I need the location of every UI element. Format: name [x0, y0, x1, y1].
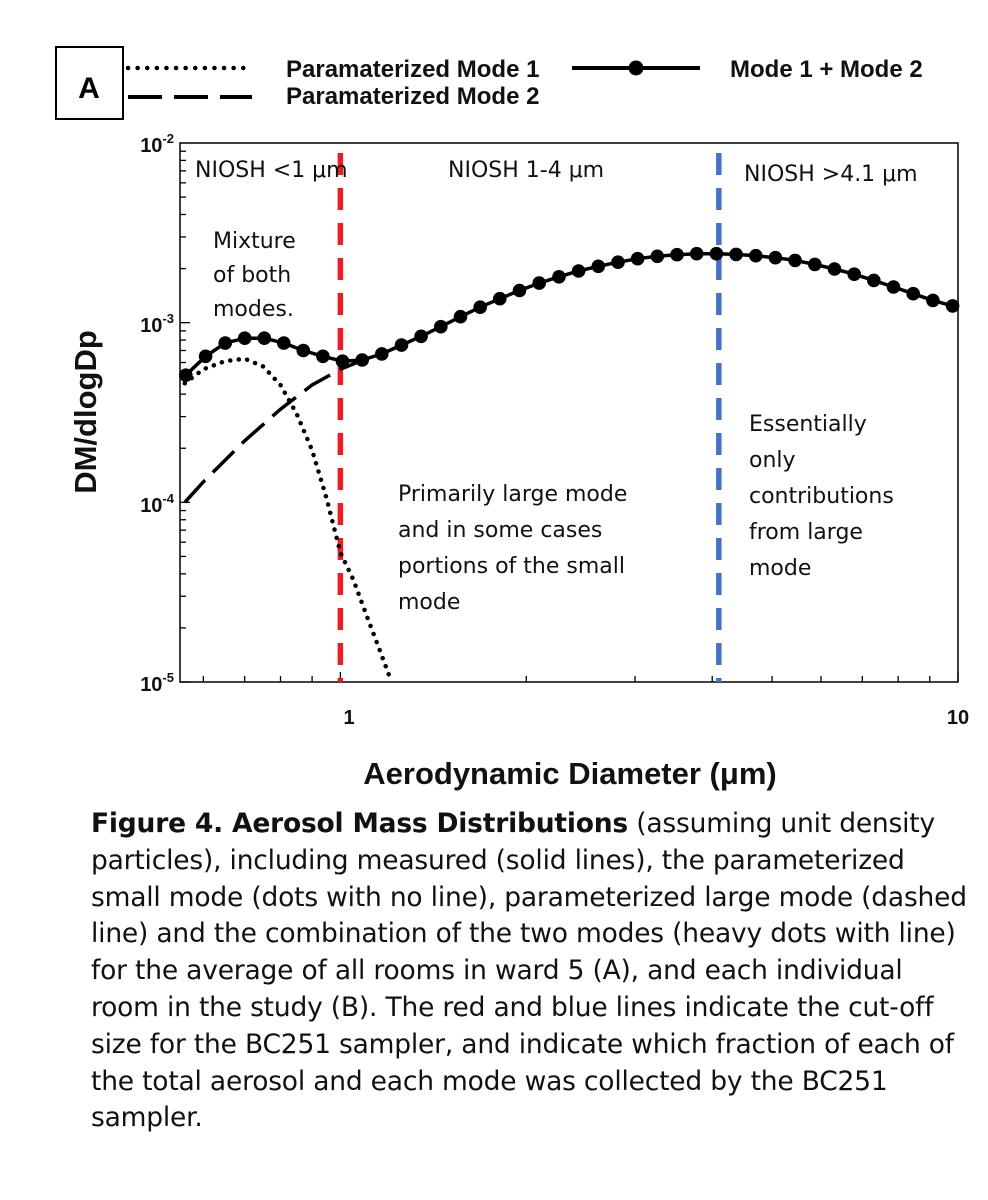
series-combined-point	[493, 292, 507, 306]
series-combined-point	[513, 284, 527, 298]
series-combined-point	[670, 248, 684, 262]
series-combined-point	[277, 336, 291, 350]
annotation-essentially-line-3: contributions	[749, 484, 894, 509]
series-combined-point	[473, 300, 487, 314]
series-combined-point	[355, 353, 369, 367]
region-label-niosh-under-1: NIOSH <1 μm	[195, 158, 348, 183]
legend-combined-marker	[629, 61, 644, 76]
series-combined-point	[828, 262, 842, 276]
series-combined-point	[788, 254, 802, 268]
series-combined-point	[611, 255, 625, 269]
series-combined-point	[336, 354, 350, 368]
series-combined-point	[572, 264, 586, 278]
series-combined-point	[887, 280, 901, 294]
legend-mode1-label: Paramaterized Mode 1	[286, 56, 540, 83]
series-layer	[179, 247, 959, 676]
caption-title: Figure 4. Aerosol Mass Distributions	[91, 808, 628, 839]
series-combined-point	[926, 294, 940, 308]
annotation-primarily-line-3: portions of the small	[398, 554, 625, 579]
x-axis-title: Aerodynamic Diameter (μm)	[363, 756, 777, 791]
series-combined-point	[592, 260, 606, 274]
annotation-mixture-line-1: Mixture	[213, 229, 296, 254]
series-combined-point	[710, 247, 724, 261]
y-tick-label-1e-3: $10^{-3}$	[140, 311, 174, 337]
series-combined-point	[769, 251, 783, 265]
annotation-primarily-line-1: Primarily large mode	[398, 482, 628, 507]
series-combined-point	[867, 274, 881, 288]
x-tick-label-10: 10	[946, 707, 970, 729]
series-combined-point	[218, 336, 232, 350]
x-tick-label-1: 1	[343, 707, 355, 729]
series-combined-point	[906, 287, 920, 301]
y-tick-label-1e-5: $10^{-5}$	[140, 670, 174, 696]
annotation-essentially-line-2: only	[749, 448, 796, 473]
annotation-primarily-line-2: and in some cases	[398, 518, 603, 543]
annotation-essentially	[749, 412, 901, 581]
annotation-mixture-line-2: of both	[213, 263, 292, 288]
y-tick-label-1e-4: $10^{-4}$	[140, 491, 174, 517]
series-combined-point	[690, 247, 704, 261]
figure-caption	[91, 806, 971, 1137]
annotation-primarily-line-4: mode	[398, 590, 461, 615]
series-combined-point	[375, 347, 389, 361]
y-axis-title: DM/dlogDp	[68, 330, 103, 494]
legend-mode2-label: Paramaterized Mode 2	[286, 83, 540, 110]
series-combined-point	[395, 338, 409, 352]
caption-text: (assuming unit density particles), including measured (solid lines), the parameterized small mode (dots with no line), parameterized large mode (dashed line) and the combination of the two modes (heavy dots with line) for the average of all rooms in ward 5 (A), and each individual room in the study (B). The red and blue lines indicate the cut-off size for the BC251 sampler, and indicate which fraction of each of the total aerosol and each mode was collected by the BC251 sampler.	[91, 808, 967, 1134]
series-combined-point	[454, 310, 468, 324]
legend-combined-label: Mode 1 + Mode 2	[730, 56, 923, 83]
series-combined-point	[729, 248, 743, 262]
series-combined-point	[297, 344, 311, 358]
region-label-niosh-1-4: NIOSH 1-4 μm	[448, 158, 605, 183]
annotation-essentially-line-5: mode	[749, 556, 812, 581]
y-tick-label-1e-2: $10^{-2}$	[140, 131, 174, 157]
annotation-mixture-line-3: modes.	[213, 297, 294, 322]
series-combined-point	[631, 252, 645, 266]
series-combined-point	[808, 258, 822, 272]
region-label-niosh-over-4: NIOSH >4.1 μm	[744, 162, 918, 187]
series-combined-point	[552, 270, 566, 284]
annotation-mixture	[213, 229, 303, 322]
annotation-primarily	[398, 482, 634, 615]
series-combined-point	[651, 249, 665, 263]
annotation-essentially-line-4: from large	[749, 520, 863, 545]
series-combined-point	[179, 368, 193, 382]
series-combined-point	[238, 331, 252, 345]
series-combined-point	[749, 249, 763, 263]
series-combined-point	[414, 330, 428, 344]
series-combined-point	[434, 320, 448, 334]
annotation-essentially-line-1: Essentially	[749, 412, 867, 437]
series-combined-point	[199, 350, 213, 364]
series-combined-point	[532, 276, 546, 290]
series-combined-point	[847, 267, 861, 281]
series-combined-point	[316, 350, 330, 364]
series-combined-point	[946, 299, 960, 313]
panel-label: A	[78, 72, 100, 105]
series-combined-point	[258, 331, 272, 345]
